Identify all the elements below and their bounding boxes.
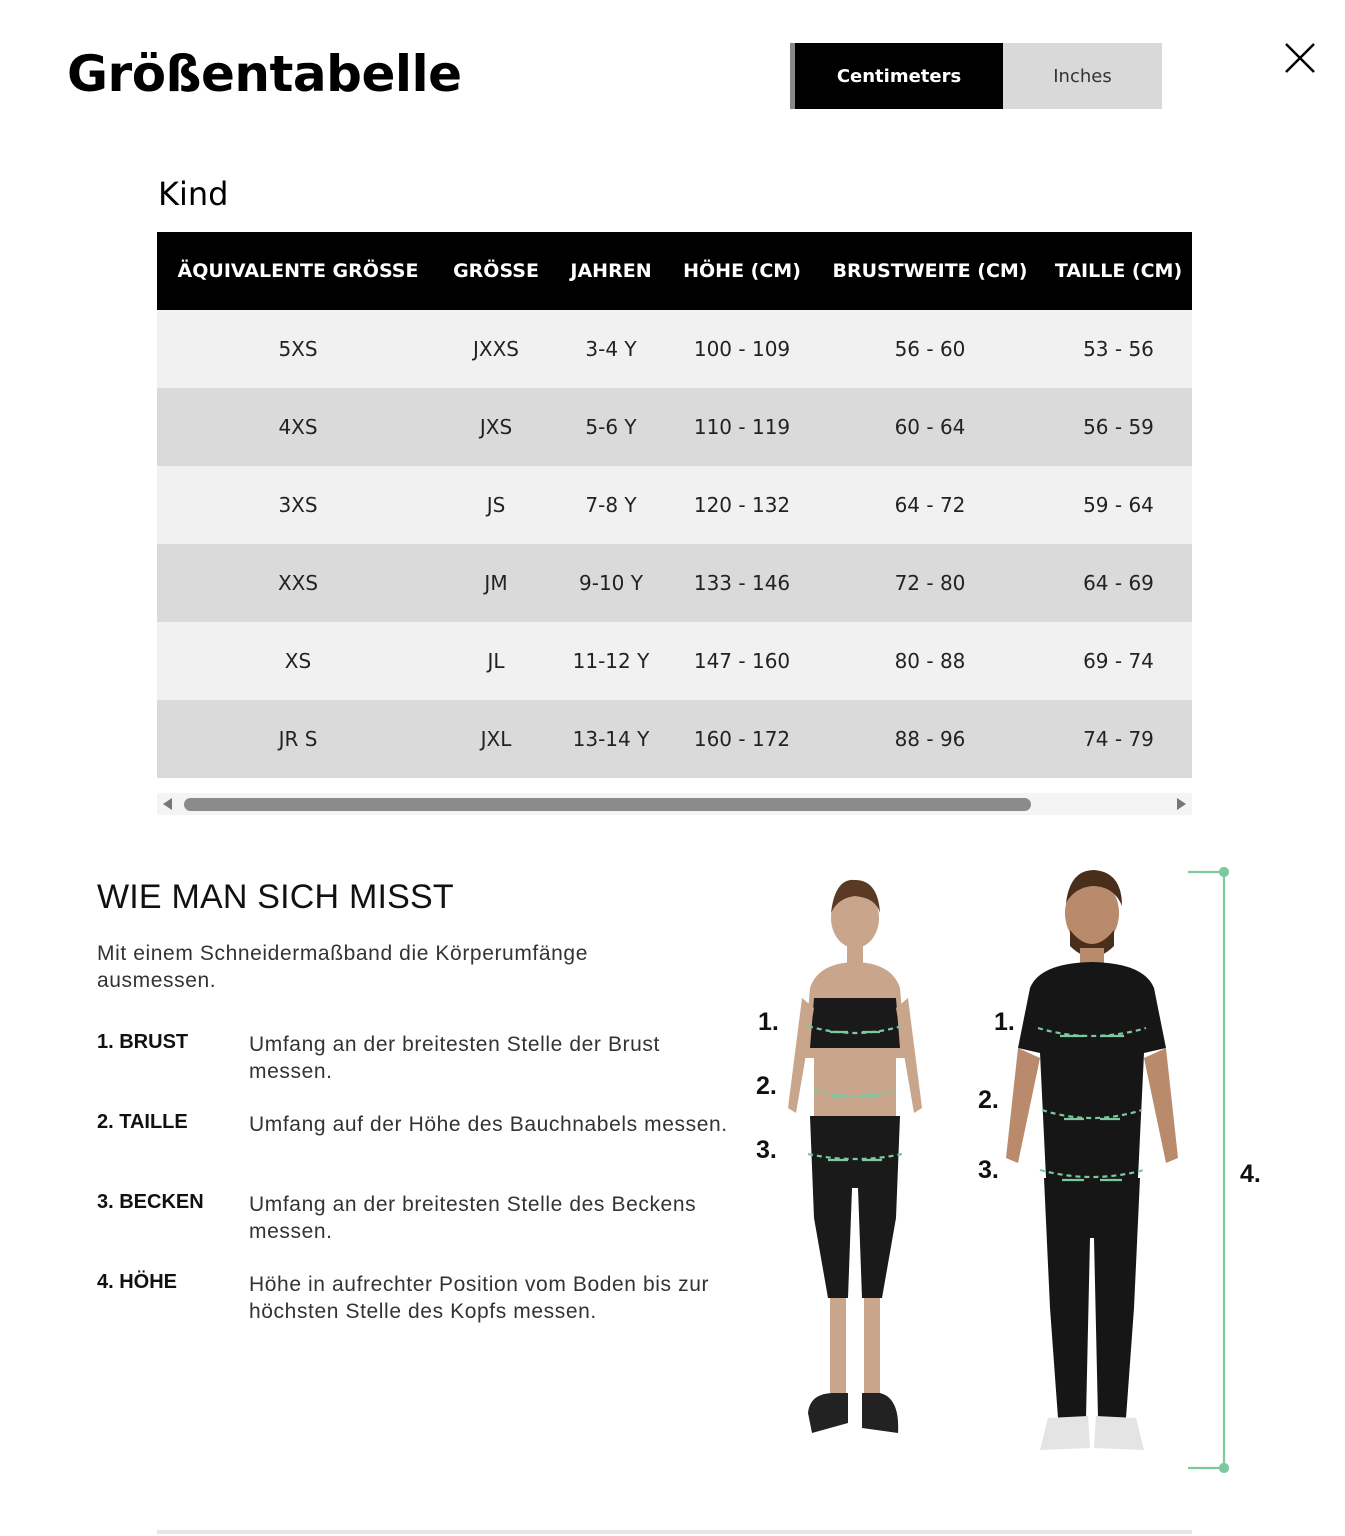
table-row <box>157 544 1192 622</box>
figure-number: 3. <box>978 1156 999 1184</box>
table-cell: 120 - 132 <box>669 466 815 544</box>
table-row <box>157 622 1192 700</box>
measure-desc: Umfang auf der Höhe des Bauchnabels messen. <box>249 1113 728 1136</box>
measure-label: 4. HÖHE <box>97 1271 178 1293</box>
table-cell: 160 - 172 <box>669 700 815 778</box>
measure-desc: Umfang an der breitesten Stelle der Brust messen. <box>249 1033 660 1083</box>
figure-number: 1. <box>758 1008 779 1036</box>
table-row <box>157 310 1192 388</box>
table-cell: 3XS <box>157 466 439 544</box>
table-cell: 13-14 Y <box>553 700 669 778</box>
table-cell: 5XS <box>157 310 439 388</box>
guide-intro: Mit einem Schneidermaßband die Körperumfänge ausmessen. <box>97 942 588 992</box>
figure-number: 4. <box>1240 1160 1261 1188</box>
section-title: Kind <box>158 175 229 213</box>
table-cell: JXS <box>439 388 553 466</box>
table-cell: 59 - 64 <box>1045 466 1192 544</box>
table-cell: 69 - 74 <box>1045 622 1192 700</box>
table-cell: 147 - 160 <box>669 622 815 700</box>
scroll-right-icon[interactable] <box>1177 798 1186 810</box>
table-cell: 60 - 64 <box>815 388 1045 466</box>
table-cell: JS <box>439 466 553 544</box>
table-cell: 64 - 72 <box>815 466 1045 544</box>
table-cell: 9-10 Y <box>553 544 669 622</box>
table-cell: 100 - 109 <box>669 310 815 388</box>
table-cell: JM <box>439 544 553 622</box>
table-cell: 56 - 60 <box>815 310 1045 388</box>
measure-label: 2. TAILLE <box>97 1111 188 1133</box>
inches-tab[interactable]: Inches <box>1003 43 1162 109</box>
figure-number: 1. <box>994 1008 1015 1036</box>
header-chest: BRUSTWEITE (CM) <box>815 232 1045 310</box>
table-cell: 53 - 56 <box>1045 310 1192 388</box>
table-cell: JXL <box>439 700 553 778</box>
table-cell: JL <box>439 622 553 700</box>
close-button[interactable] <box>1282 40 1318 76</box>
close-icon <box>1282 40 1318 76</box>
bottom-divider <box>157 1530 1192 1534</box>
table-cell: 80 - 88 <box>815 622 1045 700</box>
table-cell: 64 - 69 <box>1045 544 1192 622</box>
table-cell: XS <box>157 622 439 700</box>
table-cell: 3-4 Y <box>553 310 669 388</box>
measurement-figure <box>730 858 1290 1498</box>
table-cell: 72 - 80 <box>815 544 1045 622</box>
figure-number: 2. <box>978 1086 999 1114</box>
measurement-guide <box>70 838 1295 1518</box>
measure-label: 1. BRUST <box>97 1031 189 1053</box>
scroll-left-icon[interactable] <box>163 798 172 810</box>
table-row <box>157 466 1192 544</box>
guide-title: WIE MAN SICH MISST <box>97 878 454 916</box>
modal-title: Größentabelle <box>67 45 462 103</box>
header-waist: TAILLE (CM) <box>1045 232 1192 310</box>
table-cell: JXXS <box>439 310 553 388</box>
table-row <box>157 700 1192 778</box>
table-cell: 74 - 79 <box>1045 700 1192 778</box>
unit-toggle <box>790 43 1162 109</box>
figure-number: 2. <box>756 1072 777 1100</box>
table-cell: 56 - 59 <box>1045 388 1192 466</box>
male-figure <box>1006 870 1178 1450</box>
table-cell: 7-8 Y <box>553 466 669 544</box>
figure-number: 3. <box>756 1136 777 1164</box>
horizontal-scrollbar[interactable] <box>157 793 1192 815</box>
measure-desc: Umfang an der breitesten Stelle des Beckens messen. <box>249 1193 697 1243</box>
measure-desc: Höhe in aufrechter Position vom Boden bis zur höchsten Stelle des Kopfs messen. <box>249 1273 710 1323</box>
header-equivalent-size: ÄQUIVALENTE GRÖSSE <box>157 232 439 310</box>
table-cell: XXS <box>157 544 439 622</box>
table-row <box>157 388 1192 466</box>
header-height: HÖHE (CM) <box>669 232 815 310</box>
table-cell: 88 - 96 <box>815 700 1045 778</box>
header-age: JAHREN <box>553 232 669 310</box>
measure-label: 3. BECKEN <box>97 1191 204 1213</box>
female-figure <box>788 880 922 1433</box>
header-size: GRÖSSE <box>439 232 553 310</box>
centimeters-tab[interactable]: Centimeters <box>795 43 1003 109</box>
table-cell: 110 - 119 <box>669 388 815 466</box>
table-cell: 11-12 Y <box>553 622 669 700</box>
table-cell: 5-6 Y <box>553 388 669 466</box>
table-header-row <box>157 232 1192 310</box>
body-illustration <box>730 858 1290 1498</box>
table-cell: 133 - 146 <box>669 544 815 622</box>
table-cell: 4XS <box>157 388 439 466</box>
table-cell: JR S <box>157 700 439 778</box>
size-table <box>157 232 1192 778</box>
scroll-thumb[interactable] <box>184 798 1031 811</box>
